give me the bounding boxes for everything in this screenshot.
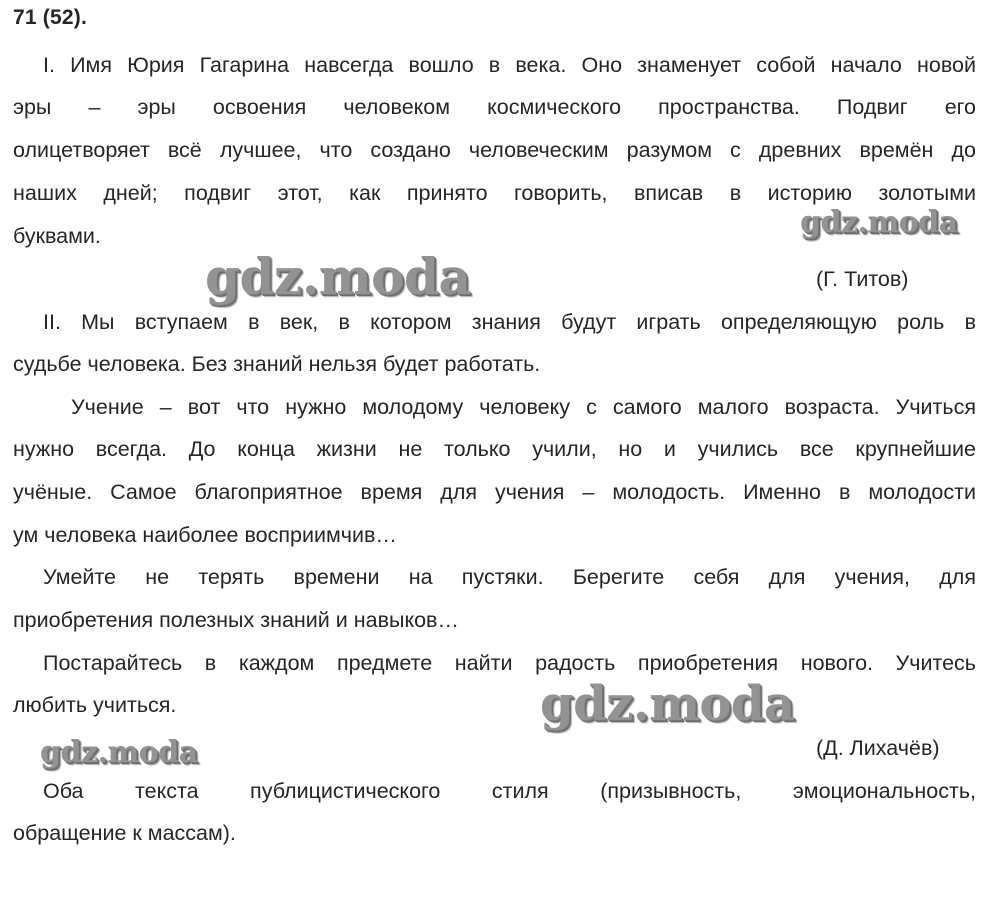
text1-line-3: олицетворяет всё лучшее, что создано человеческим разумом с древних времён до bbox=[13, 138, 976, 162]
text2-para4-line-2: любить учиться. bbox=[13, 693, 177, 717]
text1-line-1: I. Имя Юрия Гагарина навсегда вошло в века. Оно знаменует собой начало новой bbox=[43, 53, 976, 77]
text2-para3-line-1: Умейте не терять времени на пустяки. Берегите себя для учения, для bbox=[43, 565, 976, 589]
text2-para1-line-1: II. Мы вступаем в век, в котором знания будут играть определяющую роль в bbox=[43, 310, 976, 334]
watermark-logo: gdz.moda bbox=[205, 247, 471, 306]
text1-line-2: эры – эры освоения человеком космического пространства. Подвиг его bbox=[13, 95, 976, 119]
text2-para3-line-2: приобретения полезных знаний и навыков… bbox=[13, 608, 459, 632]
text2-para2-line-4: ум человека наиболее восприимчив… bbox=[13, 523, 397, 547]
text2-para4-line-1: Постарайтесь в каждом предмете найти радость приобретения нового. Учитесь bbox=[43, 651, 976, 675]
conclusion-line-2: обращение к массам). bbox=[13, 821, 236, 845]
text2-para2-line-1: Учение – вот что нужно молодому человеку с самого малого возраста. Учиться bbox=[71, 395, 976, 419]
text2-para1-line-2: судьбе человека. Без знаний нельзя будет работать. bbox=[13, 352, 541, 376]
watermark-logo: gdz.moda bbox=[800, 205, 958, 240]
text2-author: (Д. Лихачёв) bbox=[816, 736, 940, 760]
watermark-logo: gdz.moda bbox=[540, 676, 795, 732]
exercise-number: 71 (52). bbox=[13, 6, 87, 29]
conclusion-line-1: Оба текста публицистического стиля (призывность, эмоциональность, bbox=[43, 779, 976, 803]
text1-line-5: буквами. bbox=[13, 224, 101, 248]
text2-para2-line-3: учёные. Самое благоприятное время для учения – молодость. Именно в молодости bbox=[13, 480, 976, 504]
watermark-logo: gdz.moda bbox=[40, 735, 198, 770]
text2-para2-line-2: нужно всегда. До конца жизни не только учили, но и учились все крупнейшие bbox=[13, 437, 976, 461]
text1-author: (Г. Титов) bbox=[816, 267, 909, 291]
text1-line-4: наших дней; подвиг этот, как принято говорить, вписав в историю золотыми bbox=[13, 181, 976, 205]
